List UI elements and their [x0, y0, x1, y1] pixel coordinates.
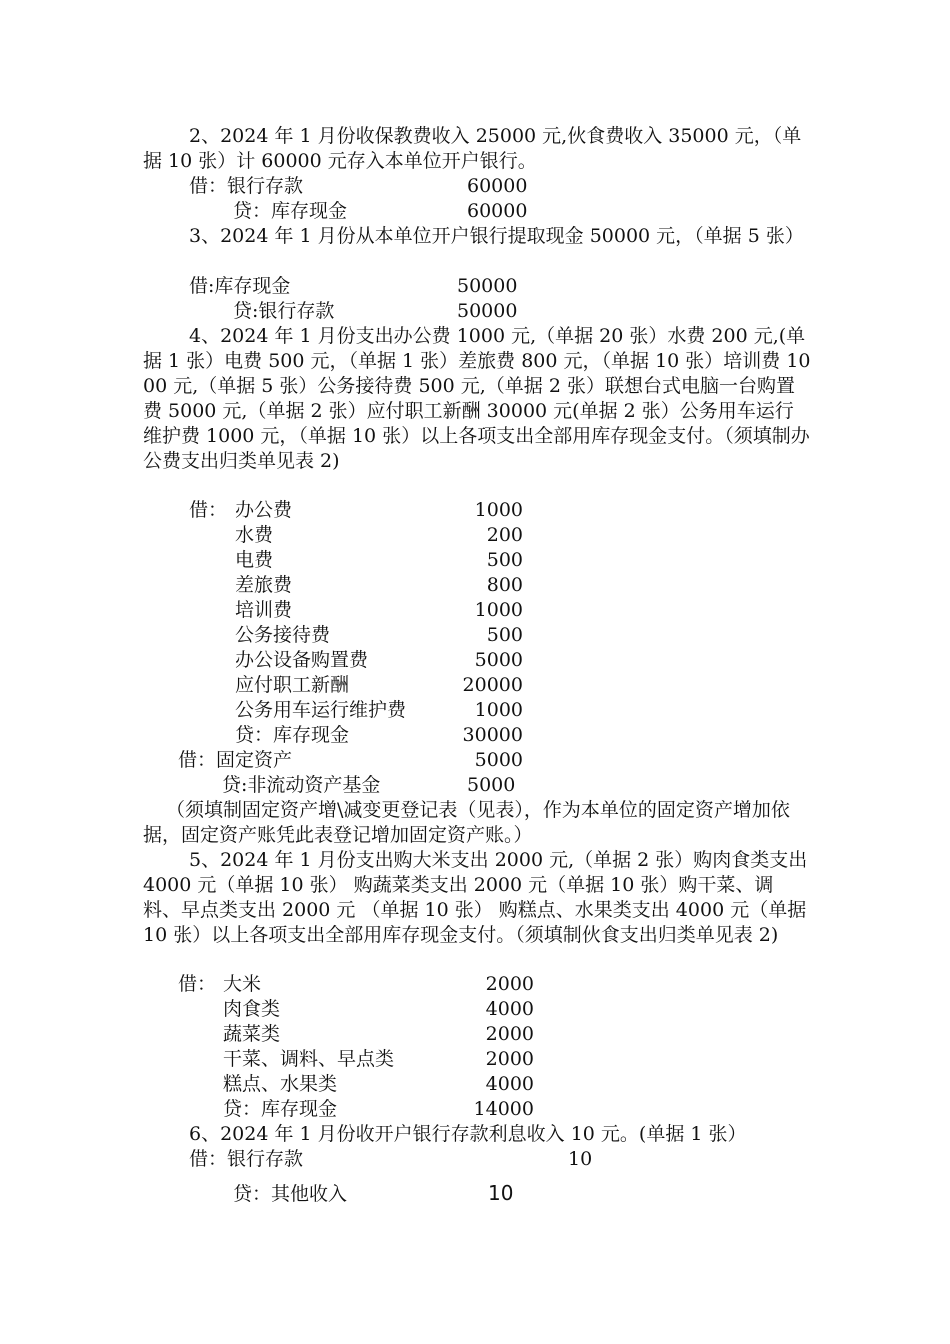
item-5-entry-amount: 2000: [485, 1023, 534, 1045]
item-4-entry-amount: 200: [486, 524, 523, 546]
item-2-text: 2、2024 年 1 月份收保教费收入 25000 元,伙食费收入 35000 元，（单据 10 张）计 60000 元存入本单位开户银行。: [143, 125, 802, 172]
item-4-entry-amount: 800: [486, 574, 523, 596]
item-4-entry-label: 办公设备购置费: [235, 649, 369, 671]
item-4-debit-prefix: 借：: [189, 499, 228, 521]
item-4-note: （须填制固定资产增\减变更登记表（见表），作为本单位的固定资产增加依据，固定资产账凭此表登记增加固定资产账。）: [143, 799, 790, 846]
item-4-entry-amount: 1000: [474, 499, 523, 521]
item-4-entry-amount: 1000: [474, 699, 523, 721]
item-2-debit-label: 借：银行存款: [189, 175, 304, 197]
item-4-credit-amount: 30000: [462, 724, 523, 746]
item-4-entry-amount: 500: [486, 624, 523, 646]
item-2-credit-label: 贷：库存现金: [233, 200, 348, 222]
item-5-text: 5、2024 年 1 月份支出购大米支出 2000 元,（单据 2 张）购肉食类支出 4000 元（单据 10 张） 购蔬菜类支出 2000 元（单据 10 张）购干菜、调料、早点类支出 2000 元 （单据 10 张） 购糕点、水果类支出 4000 元（单据 10 张）以上各项支出全部用库存现金支付。（须填制伙食支出归类单见表 2): [143, 849, 808, 946]
item-4-paragraph: [143, 324, 811, 474]
item-4-entry-amount: 20000: [462, 674, 523, 696]
item-2-debit-amount: 60000: [467, 175, 528, 197]
item-4-asset-debit-label: 借：固定资产: [178, 749, 293, 771]
item-5-entry-label: 干菜、调料、早点类: [223, 1048, 395, 1070]
item-5-entry-amount: 4000: [485, 998, 534, 1020]
item-4-credit-label: 贷：库存现金: [235, 724, 350, 746]
item-5-entry-amount: 2000: [485, 973, 534, 995]
item-4-entry-label: 电费: [235, 549, 274, 571]
item-4-text: 4、2024 年 1 月份支出办公费 1000 元,（单据 20 张）水费 200 元,(单据 1 张）电费 500 元，（单据 1 张）差旅费 800 元，（单据 10 张）培训费 1000 元,（单据 5 张）公务接待费 500 元,（单据 2 张）联想台式电脑一台购置费 5000 元,（单据 2 张）应付职工新酬 30000 元(单据 2 张）公务用车运行维护费 1000 元，（单据 10 张）以上各项支出全部用库存现金支付。（须填制办公费支出归类单见表 2): [143, 325, 811, 472]
item-4-entry-label: 公务用车运行维护费: [235, 699, 407, 721]
item-5-credit-amount: 14000: [473, 1098, 534, 1120]
item-4-asset-credit-label: 贷:非流动资产基金: [222, 774, 381, 796]
item-4-entry-label: 培训费: [235, 599, 293, 621]
item-4-entry-amount: 1000: [474, 599, 523, 621]
item-4-asset-credit-amount: 5000: [467, 774, 516, 796]
item-4-entry-amount: 5000: [474, 649, 523, 671]
item-4-entry-label: 水费: [235, 524, 274, 546]
item-3-paragraph: [143, 224, 811, 249]
item-2-credit-amount: 60000: [467, 200, 528, 222]
item-4-entry-label: 应付职工新酬: [235, 674, 350, 696]
item-5-entry-label: 糕点、水果类: [223, 1073, 338, 1095]
item-3-text: 3、2024 年 1 月份从本单位开户银行提取现金 50000 元，（单据 5 张）: [189, 225, 804, 247]
item-3-credit-amount: 50000: [457, 300, 518, 322]
item-5-credit-label: 贷：库存现金: [223, 1098, 338, 1120]
item-6-paragraph: [143, 1122, 811, 1147]
item-4-entry-label: 办公费: [235, 499, 293, 521]
item-5-entry-amount: 4000: [485, 1073, 534, 1095]
item-6-text: 6、2024 年 1 月份收开户银行存款利息收入 10 元。(单据 1 张）: [189, 1123, 747, 1145]
item-6-debit-amount: 10: [568, 1148, 593, 1170]
item-6-debit-label: 借：银行存款: [189, 1148, 304, 1170]
item-5-paragraph: [143, 848, 811, 948]
item-2-paragraph: [143, 124, 811, 174]
item-5-entry-label: 大米: [223, 973, 262, 995]
item-3-credit-label: 贷:银行存款: [233, 300, 335, 322]
item-4-entry-amount: 500: [486, 549, 523, 571]
item-5-debit-prefix: 借：: [178, 973, 217, 995]
item-5-entry-label: 蔬菜类: [223, 1023, 281, 1045]
item-3-debit-label: 借:库存现金: [189, 275, 291, 297]
item-6-credit-amount: 10: [488, 1181, 514, 1205]
item-4-entry-label: 差旅费: [235, 574, 293, 596]
item-4-asset-debit-amount: 5000: [474, 749, 523, 771]
item-5-entry-amount: 2000: [485, 1048, 534, 1070]
item-6-credit-label: 贷：其他收入: [233, 1183, 348, 1205]
item-5-entry-label: 肉食类: [223, 998, 281, 1020]
item-3-debit-amount: 50000: [457, 275, 518, 297]
item-4-entry-label: 公务接待费: [235, 624, 331, 646]
item-4-note-paragraph: [143, 798, 811, 848]
